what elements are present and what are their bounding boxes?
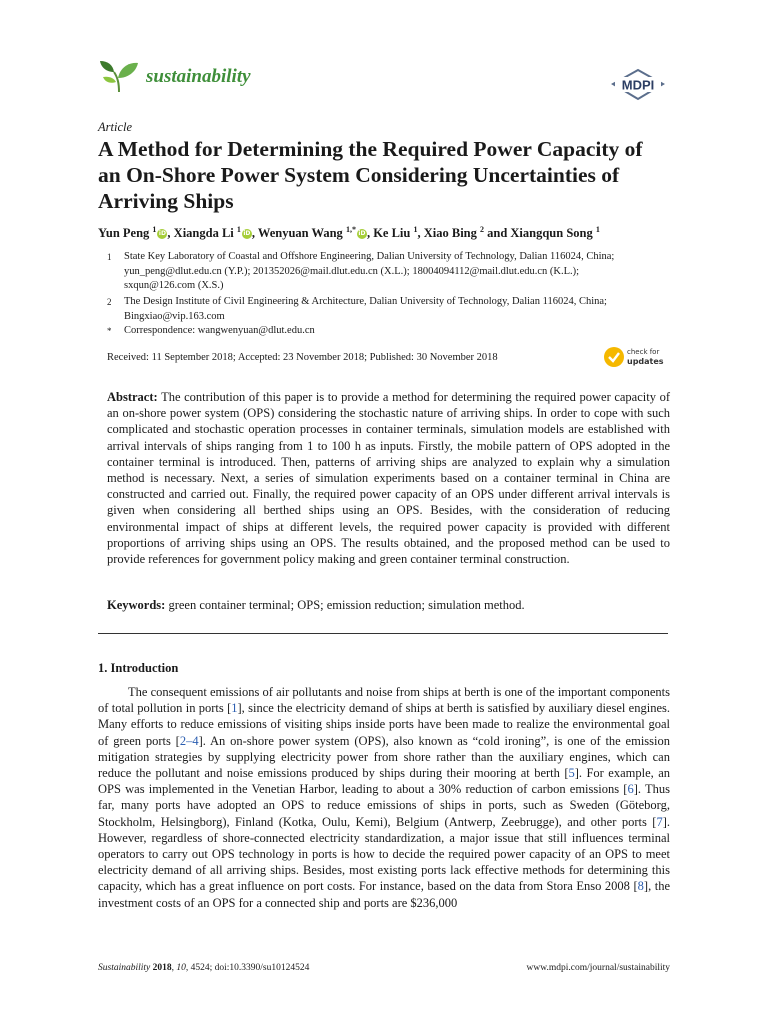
affiliation-marker: 1 [107, 252, 112, 262]
affiliation-text: The Design Institute of Civil Engineering & Architecture, Dalian University of Technology, Dalian 116024, China; Bingxiao@vip.163.com [124, 296, 607, 322]
footer-volume: 10 [176, 963, 186, 973]
correspondence-text: Correspondence: wangwenyuan@dlut.edu.cn [124, 325, 315, 336]
orcid-icon[interactable]: iD [243, 230, 251, 238]
section-divider [98, 633, 668, 634]
reference-link[interactable]: 7 [656, 814, 663, 829]
keywords-text: green container terminal; OPS; emission reduction; simulation method. [165, 598, 525, 612]
footer-journal: Sustainability [98, 963, 151, 973]
leaf-logo-icon [98, 58, 140, 94]
check-for-updates-badge[interactable] [603, 346, 673, 370]
author-name: Xiangda Li [173, 226, 237, 240]
mdpi-logo-text: MDPI [621, 77, 655, 93]
author-affiliation-marker: 2 [480, 224, 484, 234]
footer-doi: , 4524; doi:10.3390/su10124524 [185, 963, 310, 973]
footer-year: 2018 [152, 963, 172, 973]
introduction-paragraph: The consequent emissions of air pollutants and noise from ships at berth is one of the important components of total pollution in ports [1], since the electricity demand of ships at berth is satisfied by auxiliary diesel engines. Many efforts to reduce emissions of visiting ships inside ports have been made to realize the environmental goal of green ports [2–4]. An on-shore power system (OPS), also known as “cold ironing”, is one of the emission mitigation strategies by supplying electricity power from shore rather than the auxiliary engines, which can reduce the pollutant and noise emissions produced by ships during their mooring at berth [5]. For example, an OPS was implemented in the Venetian Harbor, leading to about a 30% reduction of carbon emissions [6]. Thus far, many ports have adopted an OPS to reduce emissions of ships in ports, such as Sweden (Göteborg, Stockholm, Helsingborg), Finland (Kotka, Oulu, Kemi), Belgium (Antwerp, Zeebrugge), and other ports [7]. However, regardless of shore-connected electricity standardization, a major issue that still influences terminal operators to carry out OPS technology in ports is how to decide the required power capacity of an OPS to meet electricity demand of all arriving ships. Besides, most existing ports lack effective methods for determining this capacity, which has a great influence on port costs. For instance, based on the data from Stora Enso 2008 [8], the investment costs of an OPS for a connected ship and ports are $236,000 [98, 685, 671, 910]
author-separator: and [484, 226, 511, 240]
publication-history: Received: 11 September 2018; Accepted: 23 November 2018; Published: 30 November 2018 [107, 352, 498, 363]
reference-link[interactable]: 5 [568, 766, 575, 781]
keywords-label: Keywords: [107, 598, 166, 612]
keywords [107, 598, 670, 613]
author-affiliation-marker: 1 [413, 224, 418, 234]
mdpi-logo-icon [609, 68, 667, 102]
journal-name: sustainability [146, 66, 251, 87]
reference-link[interactable]: 2–4 [179, 733, 199, 748]
author-list [98, 226, 673, 241]
affiliation-marker: 2 [107, 297, 112, 307]
check-for-updates-text: check for updates [627, 348, 664, 366]
correspondence-marker: * [107, 326, 112, 336]
author-separator: , [417, 226, 424, 240]
check-for-updates-icon [603, 346, 625, 368]
footer-url[interactable]: www.mdpi.com/journal/sustainability [526, 963, 670, 973]
reference-link[interactable]: 1 [231, 701, 238, 716]
paper-title: A Method for Determining the Required Power Capacity of an On-Shore Power System Considering Uncertainties of Arriving Ships [98, 137, 643, 213]
author-separator: , [251, 226, 258, 240]
author-name: Wenyuan Wang [257, 226, 346, 240]
author-affiliation-marker: 1 [152, 224, 157, 234]
affiliation-text: State Key Laboratory of Coastal and Offshore Engineering, Dalian University of Technology, Dalian 116024, China; yun_peng@dlut.edu.cn (Y.P.); 201352026@mail.dlut.edu.cn (X.L.); 18004094112@mail.dlut.edu.cn (K.L.); sxqun@126.com (X.S.) [124, 251, 615, 291]
author-name: Yun Peng [98, 226, 153, 240]
orcid-icon[interactable]: iD [358, 230, 366, 238]
orcid-icon[interactable]: iD [158, 230, 166, 238]
reference-link[interactable]: 6 [627, 782, 634, 797]
author-affiliation-marker: 1 [595, 224, 600, 234]
reference-link[interactable]: 8 [637, 879, 644, 894]
author-affiliation-marker: 1,* [345, 224, 356, 234]
abstract-label: Abstract: [107, 390, 158, 404]
author-affiliation-marker: 1 [236, 224, 241, 234]
author-name: Xiao Bing [423, 226, 480, 240]
author-separator: , [167, 226, 174, 240]
section-heading: 1. Introduction [98, 661, 179, 675]
author-separator: , [366, 226, 374, 240]
article-type: Article [98, 120, 133, 134]
footer-citation: Sustainability 2018, 10, 4524; doi:10.3390/su10124524 [98, 963, 310, 973]
abstract-text: The contribution of this paper is to provide a method for determining the required power capacity of an on-shore power system (OPS) considering the stochastic nature of arriving ships. In order to cope with such complicated and stochastic operation processes in container terminals, simulation models are established with arrival intervals of ships ranging from 1 to 100 h as inputs. Firstly, the mobile pattern of OPS adopted in the container terminal is introduced. Then, patterns of arriving ships are analyzed to explain why a simulation method is necessary. Next, a series of simulation experiments based on a container terminal in China are constructed and carried out. Finally, the required power capacity of an OPS under different arrival intervals is given when considering all berthed ships using an OPS. Besides, with the consideration of reducing environmental impact of ships at different levels, the required power capacity is provided with different proportions of arriving ships using an OPS. The results obtained, and the proposed method can be used to provide references for government policy making and green container terminal construction. [107, 390, 670, 567]
author-name: Xiangqun Song [510, 226, 596, 240]
abstract [107, 389, 670, 567]
author-name: Ke Liu [373, 226, 414, 240]
